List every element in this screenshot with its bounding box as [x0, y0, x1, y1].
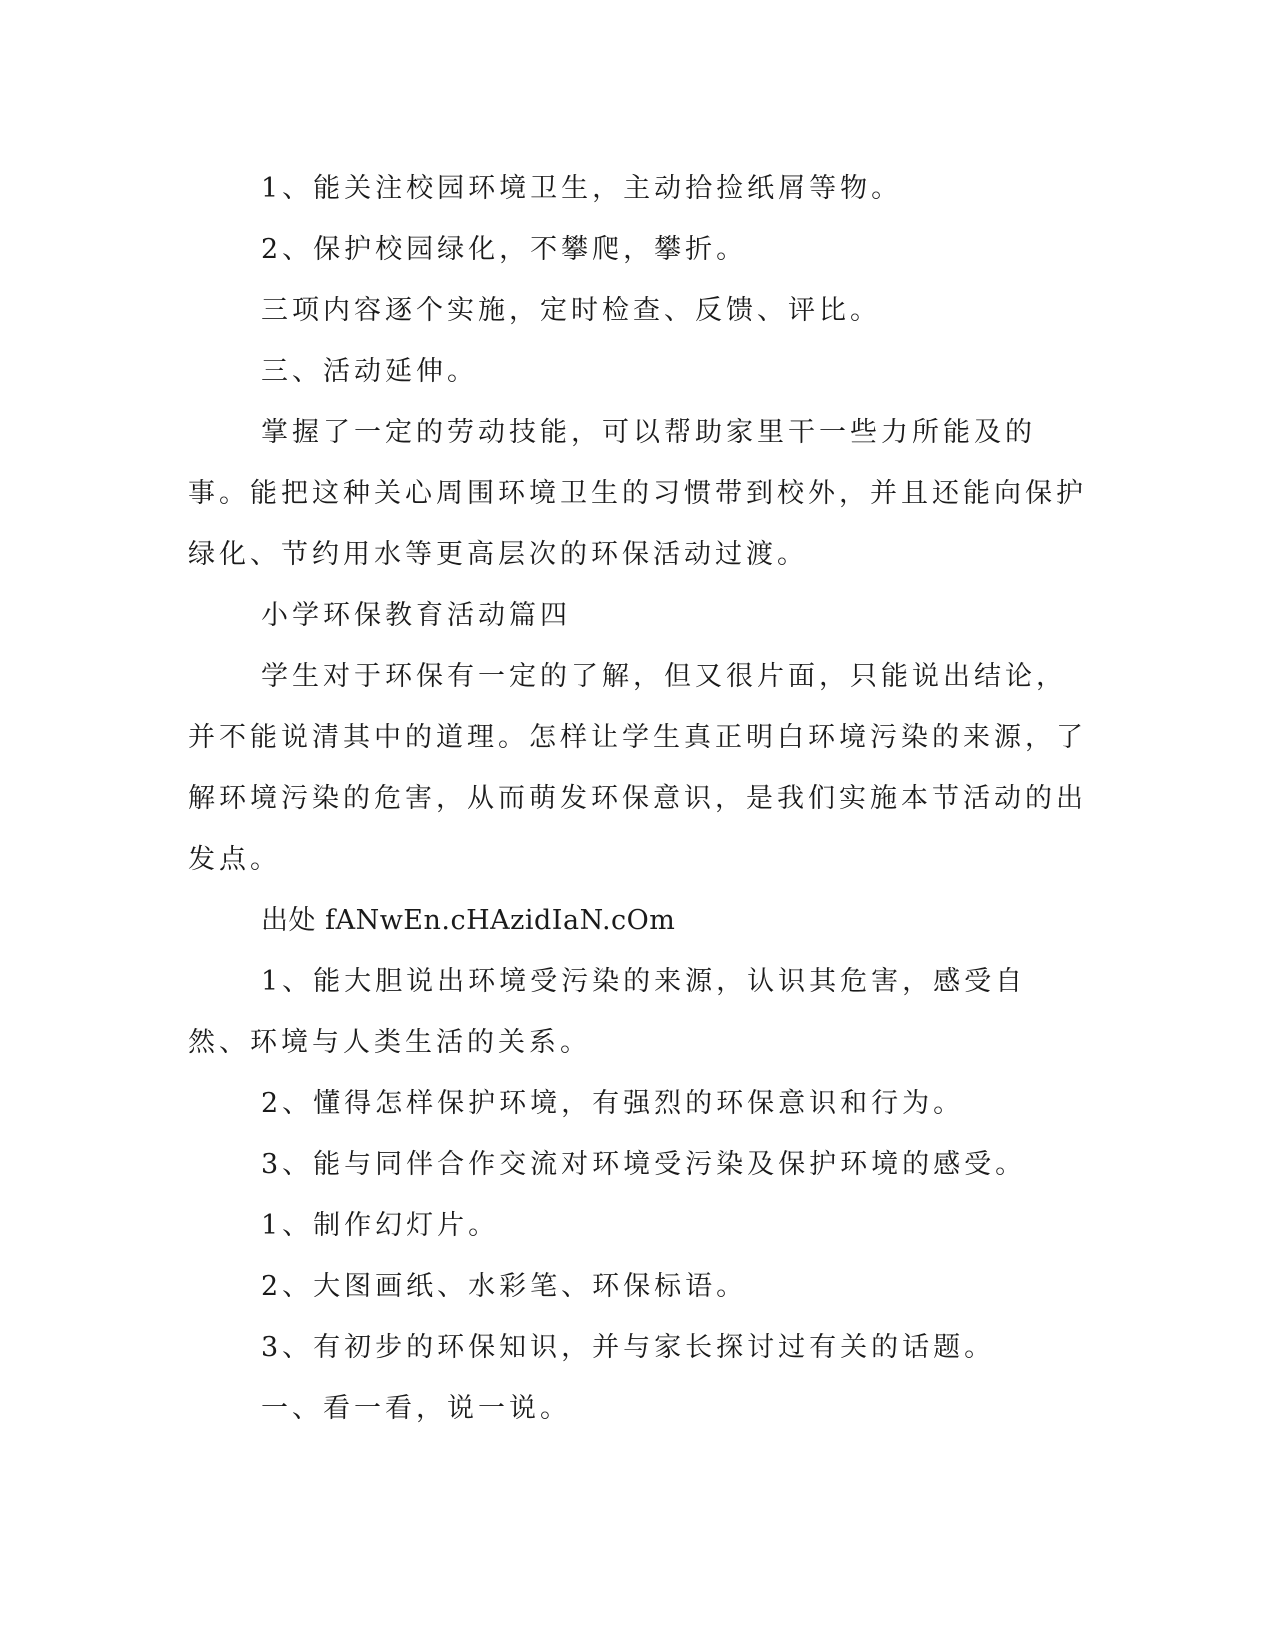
paragraph-prep-3: 3、有初步的环保知识，并与家长探讨过有关的话题。 [261, 1332, 996, 1363]
paragraph-implementation: 三项内容逐个实施，定时检查、反馈、评比。 [261, 295, 881, 326]
paragraph-extension: 掌握了一定的劳动技能，可以帮助家里干一些力所能及的事。能把这种关心周围环境卫生的习惯带到校外，并且还能向保护绿化、节约用水等更高层次的环保活动过渡。 [188, 417, 1087, 570]
document-body [188, 158, 1088, 1439]
paragraph-goal-2: 2、保护校园绿化，不攀爬，攀折。 [261, 234, 748, 265]
section-heading-look-and-say: 一、看一看，说一说。 [261, 1393, 571, 1424]
paragraph-intro: 学生对于环保有一定的了解，但又很片面，只能说出结论，并不能说清其中的道理。怎样让学生真正明白环境污染的来源，了解环境污染的危害，从而萌发环保意识，是我们实施本节活动的出发点。 [188, 661, 1087, 875]
section-heading-extension: 三、活动延伸。 [261, 356, 478, 387]
paragraph-goal-1: 1、能关注校园环境卫生，主动拾捡纸屑等物。 [261, 173, 903, 204]
article-title: 小学环保教育活动篇四 [261, 600, 571, 631]
paragraph-objective-3: 3、能与同伴合作交流对环境受污染及保护环境的感受。 [261, 1149, 1027, 1180]
source-line: 出处 fANwEn.cHAzidIaN.cOm [261, 905, 676, 936]
paragraph-objective-2: 2、懂得怎样保护环境，有强烈的环保意识和行为。 [261, 1088, 965, 1119]
paragraph-prep-2: 2、大图画纸、水彩笔、环保标语。 [261, 1271, 748, 1302]
paragraph-objective-1: 1、能大胆说出环境受污染的来源，认识其危害，感受自然、环境与人类生活的关系。 [188, 966, 1027, 1058]
paragraph-prep-1: 1、制作幻灯片。 [261, 1210, 500, 1241]
